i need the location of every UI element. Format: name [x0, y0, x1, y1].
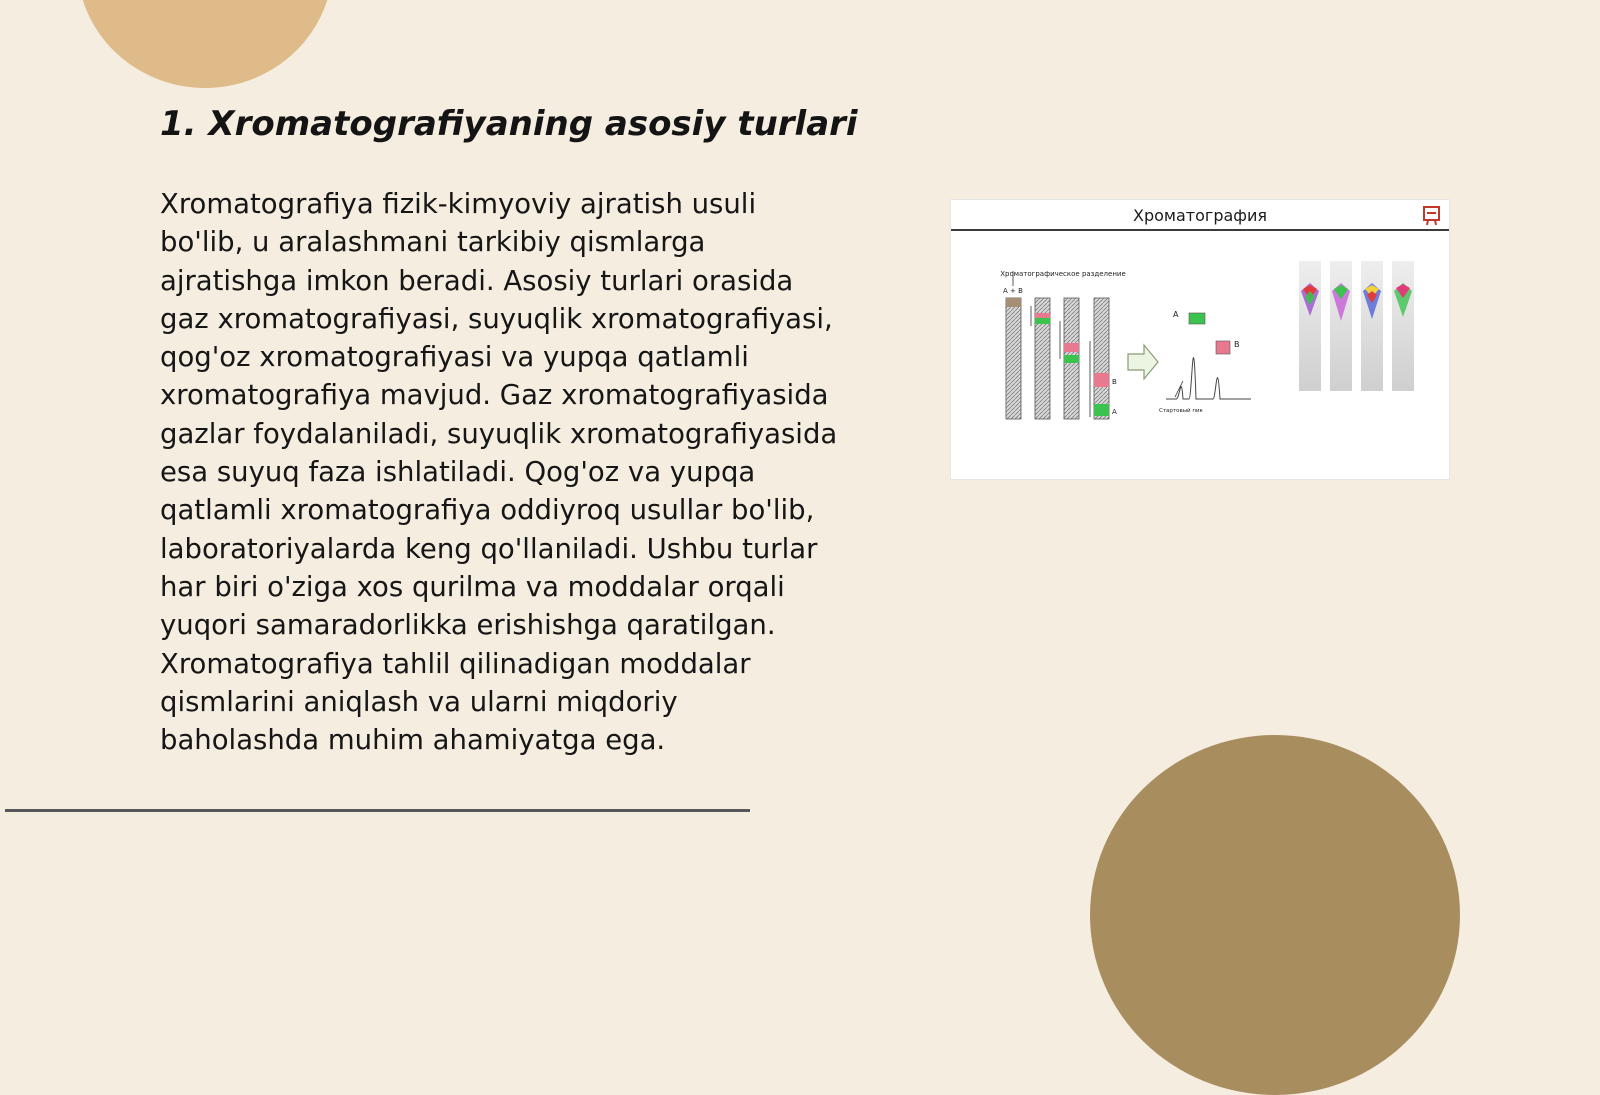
chromatography-figure	[950, 199, 1450, 480]
figure-header: Хроматография	[951, 200, 1449, 231]
decorative-circle-top	[77, 0, 333, 88]
column-label-b: B	[1112, 378, 1117, 386]
column-label-a: A	[1112, 408, 1117, 416]
chromatogram	[1159, 310, 1251, 414]
slide-body-text: Xromatografiya fizik-kimyoviy ajratish usuli bo'lib, u aralashmani tarkibiy qismlarga ajratishga imkon beradi. Asosiy turlari orasida gaz xromatografiyasi, suyuqlik xromatografiyasi, qog'oz xromatografiyasi va yupqa qatlamli xromatografiya mavjud. Gaz xromatografiyasida gazlar foydalaniladi, suyuqlik xromatografiyasida esa suyuq faza ishlatiladi. Qog'oz va yupqa qatlamli xromatografiya oddiyroq usullar bo'lib, laboratoriyalarda keng qo'llaniladi. Ushbu turlar har biri o'ziga xos qurilma va moddalar orqali yuqori samaradorlikka erishishga qaratilgan. Xromatografiya tahlil qilinadigan moddalar qismlarini aniqlash va ularni miqdoriy baholashda muhim ahamiyatga ega.	[160, 188, 838, 757]
board-icon	[1421, 204, 1443, 226]
decorative-circle-bottom	[1090, 735, 1460, 1095]
paper-strips	[1299, 261, 1414, 391]
diagram-caption: Хроматографическое разделение	[1000, 270, 1126, 278]
arrow-right-icon	[1128, 345, 1158, 379]
label-a-plus-b: A + B	[1003, 287, 1023, 295]
start-peak-label: Стартовый пик	[1159, 408, 1203, 414]
slide-title: 1. Xromatografiyaning asosiy turlari	[160, 104, 858, 144]
peak-label-b: B	[1234, 340, 1240, 349]
chromatography-diagram	[951, 231, 1449, 479]
divider-line	[5, 809, 750, 812]
peak-label-a: A	[1173, 310, 1179, 319]
